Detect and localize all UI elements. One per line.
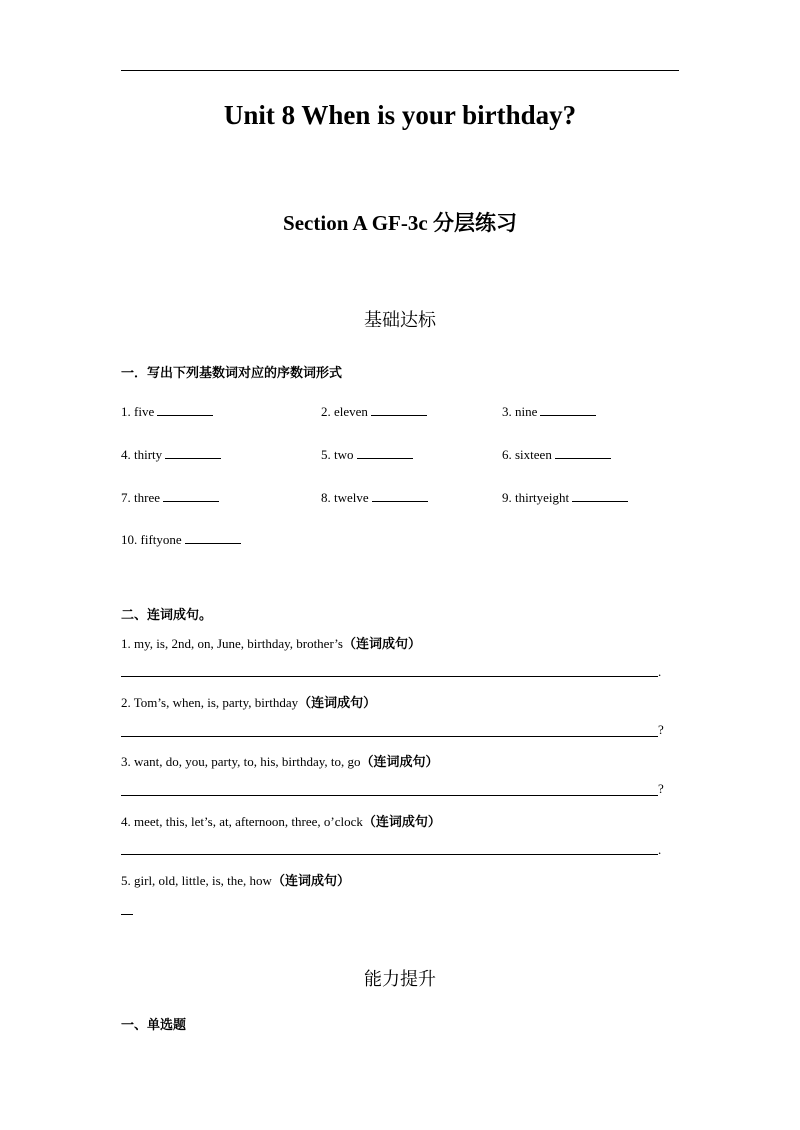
answer-line[interactable] bbox=[121, 676, 658, 677]
section-heading-basic: 基础达标 bbox=[364, 310, 436, 331]
answer-end-punct: . bbox=[658, 664, 662, 679]
ordinal-item: 2. eleven bbox=[321, 403, 427, 420]
ordinal-item: 6. sixteen bbox=[502, 446, 611, 463]
answer-line[interactable] bbox=[121, 854, 658, 855]
sentence-question: 3. want, do, you, party, to, his, birthday, to, go（连词成句） bbox=[121, 754, 439, 770]
answer-line[interactable] bbox=[121, 736, 658, 737]
top-rule bbox=[121, 70, 679, 71]
sentence-question: 5. girl, old, little, is, the, how（连词成句） bbox=[121, 873, 350, 889]
answer-blank[interactable] bbox=[540, 403, 596, 416]
part-heading-ordinals: 一．写出下列基数词对应的序数词形式 bbox=[121, 366, 343, 381]
sentence-question: 4. meet, this, let’s, at, afternoon, three, o’clock（连词成句） bbox=[121, 814, 441, 830]
part-heading-multiple-choice: 一、单选题 bbox=[121, 1018, 187, 1033]
answer-end-punct: ? bbox=[658, 781, 664, 796]
part-heading-sentences: 二、连词成句。 bbox=[121, 608, 213, 623]
ordinal-item: 7. three bbox=[121, 489, 219, 506]
ordinal-item: 1. five bbox=[121, 403, 213, 420]
answer-end-punct: . bbox=[658, 842, 662, 857]
section-heading-advanced: 能力提升 bbox=[364, 969, 436, 990]
answer-blank[interactable] bbox=[555, 446, 611, 459]
page-subtitle: Section A GF-3c 分层练习 bbox=[283, 211, 517, 235]
answer-blank[interactable] bbox=[572, 489, 628, 502]
ordinal-item: 9. thirtyeight bbox=[502, 489, 628, 506]
ordinal-item: 4. thirty bbox=[121, 446, 221, 463]
ordinal-item: 8. twelve bbox=[321, 489, 428, 506]
ordinal-item: 5. two bbox=[321, 446, 413, 463]
answer-blank[interactable] bbox=[372, 489, 428, 502]
answer-blank[interactable] bbox=[163, 489, 219, 502]
sentence-question: 2. Tom’s, when, is, party, birthday（连词成句） bbox=[121, 695, 377, 711]
answer-blank[interactable] bbox=[371, 403, 427, 416]
answer-blank[interactable] bbox=[185, 531, 241, 544]
answer-blank[interactable] bbox=[157, 403, 213, 416]
ordinal-item: 10. fiftyone bbox=[121, 531, 241, 548]
answer-blank[interactable] bbox=[165, 446, 221, 459]
page-title: Unit 8 When is your birthday? bbox=[223, 100, 577, 130]
answer-blank[interactable] bbox=[357, 446, 413, 459]
answer-end-punct: ? bbox=[658, 722, 664, 737]
ordinal-item: 3. nine bbox=[502, 403, 596, 420]
sentence-question: 1. my, is, 2nd, on, June, birthday, brother’s（连词成句） bbox=[121, 636, 421, 652]
answer-line[interactable] bbox=[121, 795, 658, 796]
answer-line[interactable] bbox=[121, 914, 133, 915]
